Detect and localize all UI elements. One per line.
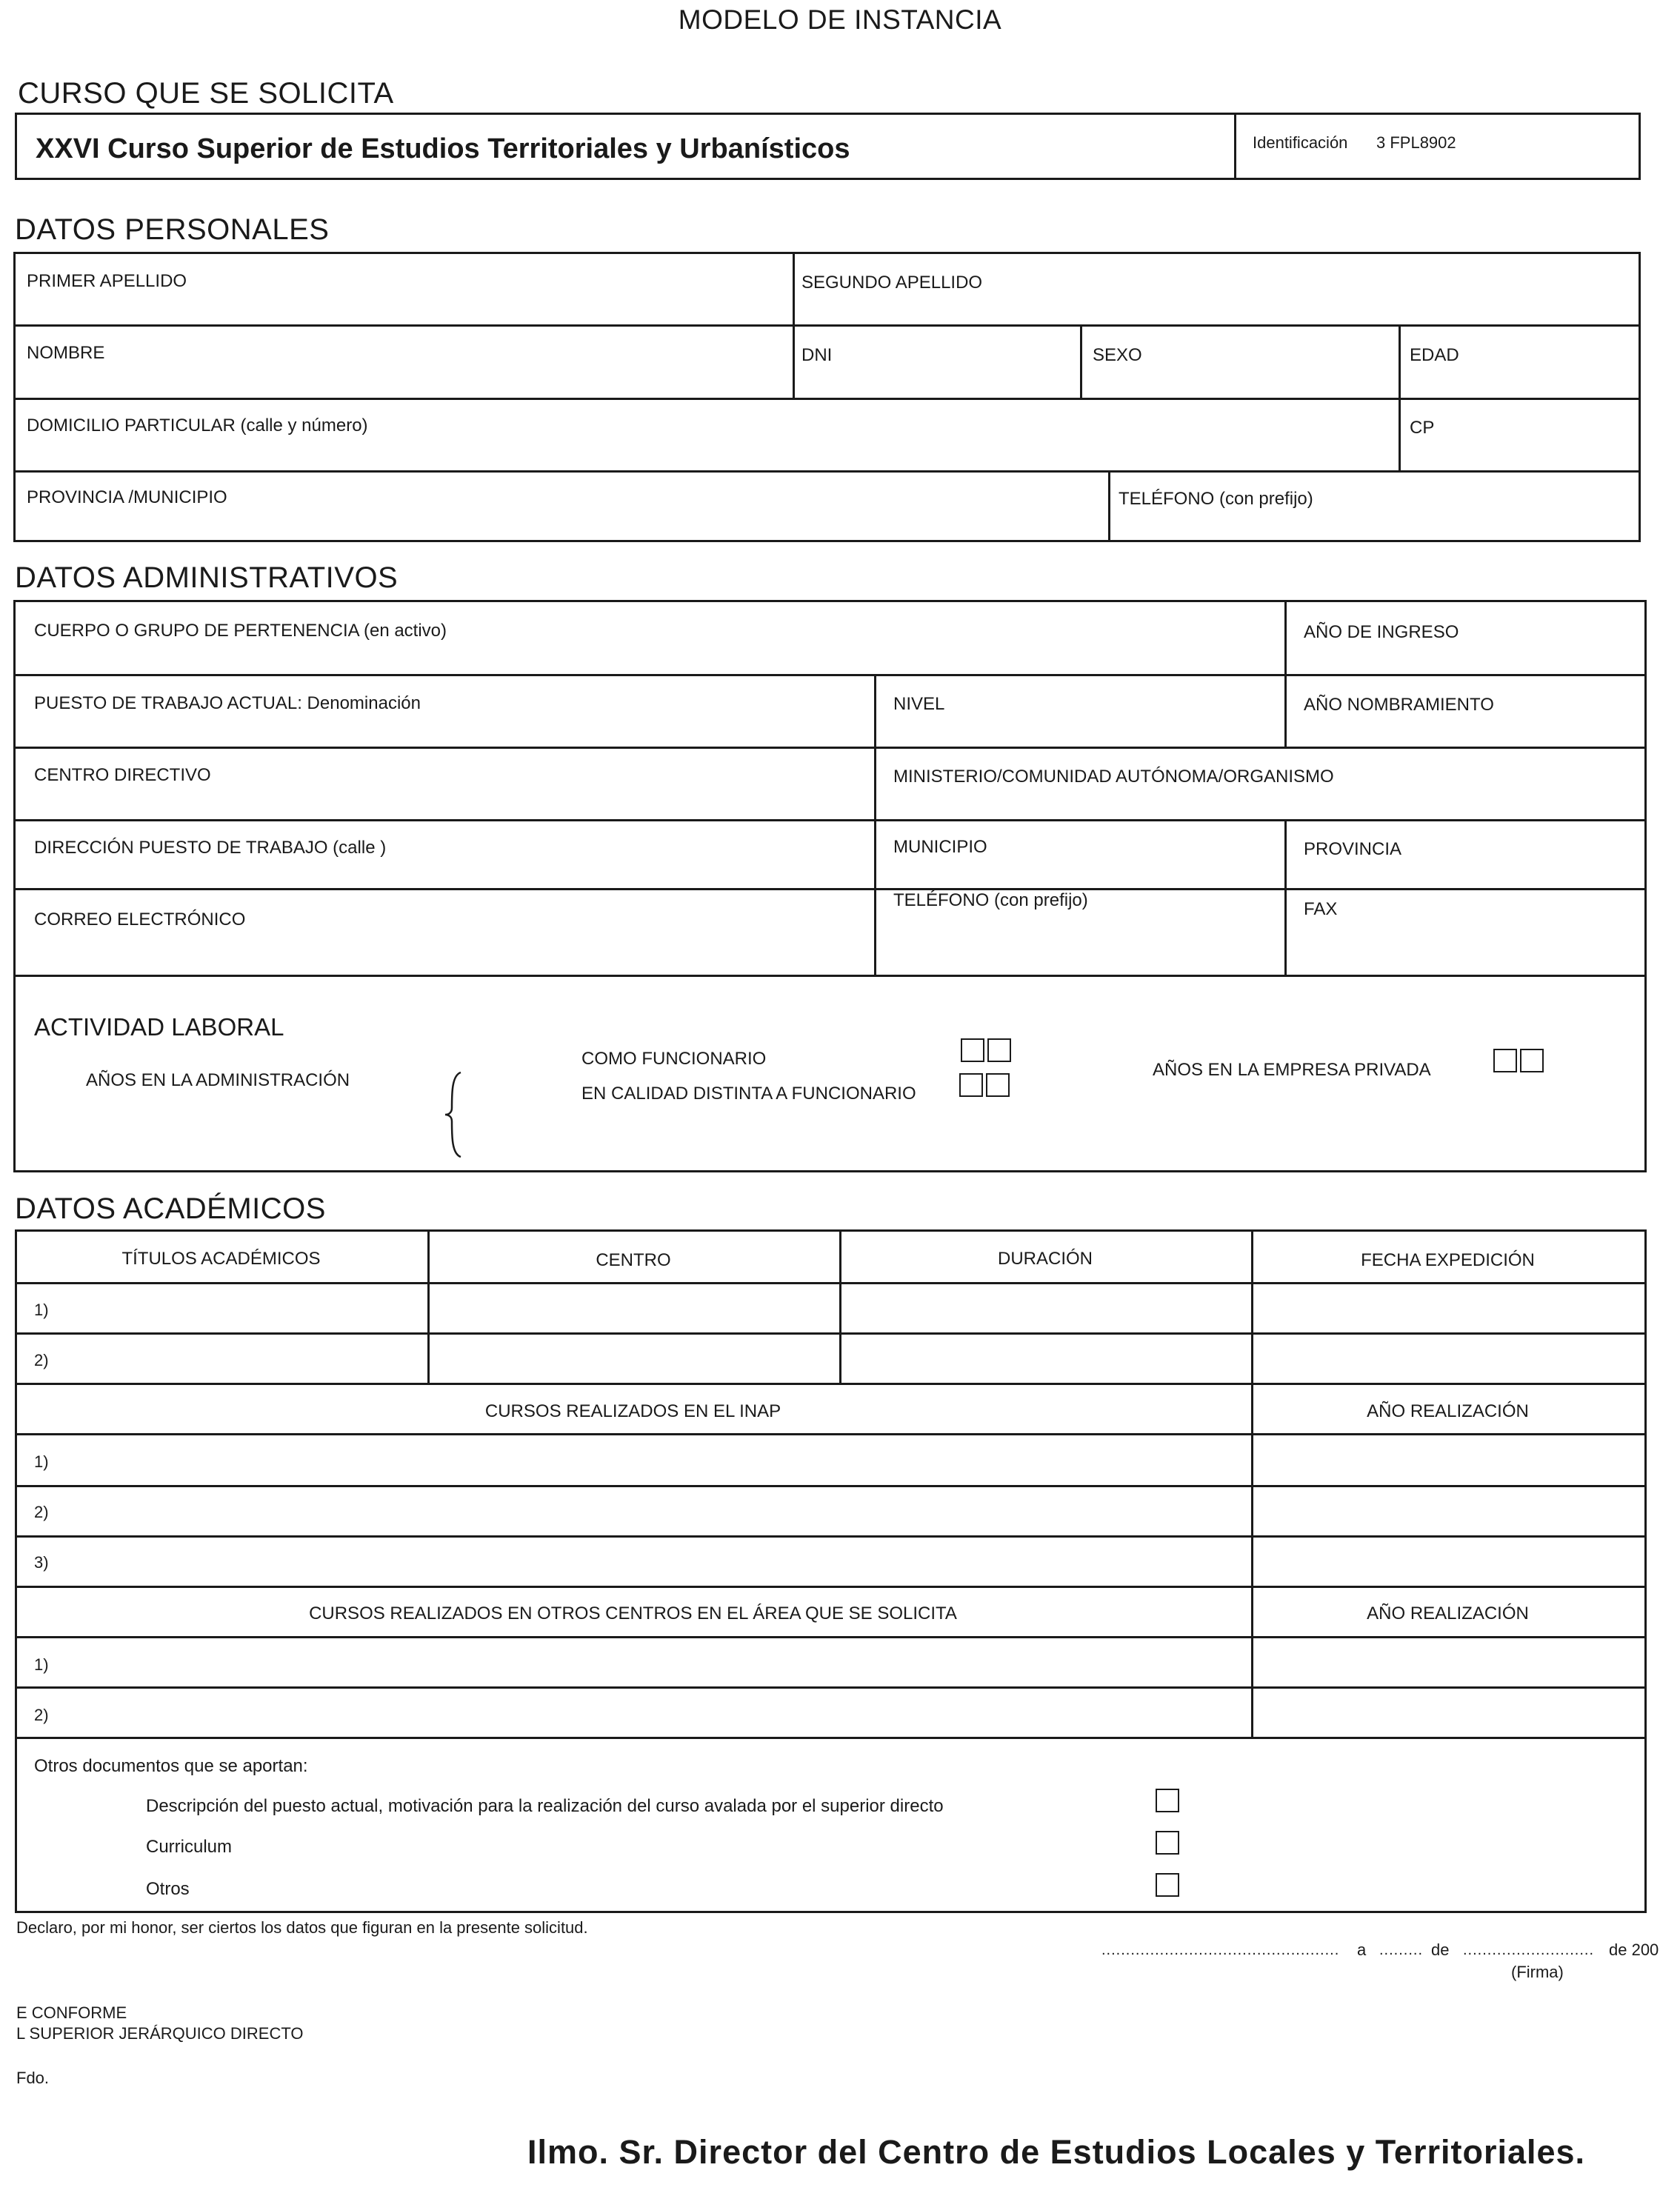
- empresa-years-digit-1[interactable]: [1493, 1049, 1517, 1072]
- col-divider: [874, 674, 876, 975]
- course-id-label: Identificación: [1253, 133, 1348, 152]
- header-duracion: DURACIÓN: [997, 1249, 1093, 1269]
- field-edad[interactable]: EDAD: [1410, 345, 1459, 365]
- divider: [1234, 115, 1236, 178]
- funcionario-years-digit-1[interactable]: [961, 1038, 984, 1062]
- course-name: XXVI Curso Superior de Estudios Territoriales y Urbanísticos: [36, 133, 850, 164]
- field-cp[interactable]: CP: [1410, 418, 1435, 438]
- field-municipio[interactable]: MUNICIPIO: [893, 837, 987, 857]
- row-divider: [17, 1332, 1644, 1335]
- header-titulos: TÍTULOS ACADÉMICOS: [121, 1249, 321, 1269]
- row-divider: [17, 1433, 1644, 1435]
- place-a: a: [1357, 1940, 1367, 1959]
- place-year: de 200: [1609, 1940, 1659, 1959]
- actividad-laboral-heading: ACTIVIDAD LABORAL: [34, 1013, 284, 1041]
- field-fax[interactable]: FAX: [1304, 899, 1338, 919]
- col-divider: [1251, 1232, 1253, 1737]
- inap-row-num: 2): [34, 1503, 49, 1521]
- row-divider: [16, 674, 1644, 676]
- doc-curriculum-checkbox[interactable]: [1156, 1831, 1179, 1855]
- declaracion-text: Declaro, por mi honor, ser ciertos los datos que figuran en la presente solicitud.: [16, 1918, 588, 1937]
- field-primer-apellido[interactable]: PRIMER APELLIDO: [27, 271, 187, 291]
- conforme-line-2: L SUPERIOR JERÁRQUICO DIRECTO: [16, 2024, 304, 2043]
- empresa-years-digit-2[interactable]: [1520, 1049, 1544, 1072]
- field-telefono-personal[interactable]: TELÉFONO (con prefijo): [1119, 489, 1313, 509]
- doc-descripcion-checkbox[interactable]: [1156, 1789, 1179, 1812]
- row-divider: [17, 1636, 1644, 1638]
- row-divider: [16, 398, 1639, 400]
- header-centro: CENTRO: [596, 1250, 671, 1270]
- empresa-privada-label: AÑOS EN LA EMPRESA PRIVADA: [1153, 1060, 1431, 1080]
- row-divider: [17, 1535, 1644, 1538]
- header-fecha: FECHA EXPEDICIÓN: [1361, 1250, 1535, 1270]
- course-id-value: 3 FPL8902: [1376, 133, 1456, 152]
- field-direccion[interactable]: DIRECCIÓN PUESTO DE TRABAJO (calle ): [34, 838, 387, 858]
- firma-label: (Firma): [1511, 1963, 1564, 1981]
- field-segundo-apellido[interactable]: SEGUNDO APELLIDO: [801, 273, 983, 293]
- no-funcionario-years-digit-2[interactable]: [986, 1073, 1010, 1097]
- field-nivel[interactable]: NIVEL: [893, 694, 945, 714]
- header-ano-realizacion: AÑO REALIZACIÓN: [1367, 1603, 1529, 1623]
- section-academic-heading: DATOS ACADÉMICOS: [15, 1192, 326, 1225]
- doc-otros-label: Otros: [146, 1879, 190, 1899]
- fdo-label: Fdo.: [16, 2069, 50, 2087]
- field-provincia-municipio[interactable]: PROVINCIA /MUNICIPIO: [27, 487, 227, 507]
- field-sexo[interactable]: SEXO: [1093, 345, 1142, 365]
- place-de: de: [1431, 1940, 1450, 1959]
- row-divider: [16, 888, 1644, 890]
- field-puesto[interactable]: PUESTO DE TRABAJO ACTUAL: Denominación: [34, 693, 421, 713]
- row-divider: [17, 1383, 1644, 1385]
- row-divider: [16, 747, 1644, 749]
- month-dots[interactable]: ...........................: [1463, 1942, 1595, 1958]
- funcionario-years-digit-2[interactable]: [987, 1038, 1011, 1062]
- place-dots[interactable]: .................................................: [1101, 1942, 1340, 1958]
- section-personal-heading: DATOS PERSONALES: [15, 213, 330, 246]
- row-divider: [17, 1282, 1644, 1284]
- brace-icon: [443, 1071, 465, 1158]
- header-otros-centros: CURSOS REALIZADOS EN OTROS CENTROS EN EL ÁREA QUE SE SOLICITA: [309, 1603, 957, 1623]
- inap-row-num: 1): [34, 1452, 49, 1471]
- doc-curriculum-label: Curriculum: [146, 1837, 233, 1857]
- field-cuerpo[interactable]: CUERPO O GRUPO DE PERTENENCIA (en activo): [34, 621, 447, 641]
- no-funcionario-years-digit-1[interactable]: [959, 1073, 983, 1097]
- titulo-row-num: 1): [34, 1301, 49, 1319]
- col-divider: [1108, 470, 1110, 542]
- col-divider: [793, 254, 795, 398]
- form-title: MODELO DE INSTANCIA: [678, 4, 1002, 35]
- header-inap: CURSOS REALIZADOS EN EL INAP: [484, 1401, 781, 1421]
- doc-otros-checkbox[interactable]: [1156, 1873, 1179, 1897]
- personal-table: [13, 252, 1641, 542]
- otros-row-num: 1): [34, 1655, 49, 1674]
- anos-administracion-label: AÑOS EN LA ADMINISTRACIÓN: [86, 1070, 350, 1090]
- section-admin-heading: DATOS ADMINISTRATIVOS: [15, 561, 399, 594]
- titulo-row-num: 2): [34, 1351, 49, 1369]
- row-divider: [16, 324, 1639, 327]
- field-nombre[interactable]: NOMBRE: [27, 343, 105, 363]
- addressee: Ilmo. Sr. Director del Centro de Estudios Locales y Territoriales.: [527, 2133, 1586, 2171]
- col-divider: [1284, 819, 1287, 975]
- row-divider: [17, 1485, 1644, 1487]
- col-divider: [1284, 602, 1287, 747]
- field-ano-nombramiento[interactable]: AÑO NOMBRAMIENTO: [1304, 695, 1494, 715]
- col-divider: [1399, 324, 1401, 470]
- field-centro-directivo[interactable]: CENTRO DIRECTIVO: [34, 765, 211, 785]
- row-divider: [16, 819, 1644, 821]
- como-funcionario-label: COMO FUNCIONARIO: [581, 1049, 767, 1069]
- docs-intro: Otros documentos que se aportan:: [34, 1756, 308, 1776]
- doc-descripcion-label: Descripción del puesto actual, motivación para la realización del curso avalada por el superior directo: [146, 1796, 944, 1816]
- day-dots[interactable]: .........: [1379, 1942, 1424, 1958]
- header-ano-realizacion: AÑO REALIZACIÓN: [1367, 1401, 1529, 1421]
- field-telefono-admin[interactable]: TELÉFONO (con prefijo): [893, 890, 1088, 910]
- row-divider: [16, 975, 1644, 977]
- section-course-heading: CURSO QUE SE SOLICITA: [18, 77, 394, 110]
- field-correo[interactable]: CORREO ELECTRÓNICO: [34, 910, 246, 930]
- inap-row-num: 3): [34, 1553, 49, 1572]
- field-ministerio[interactable]: MINISTERIO/COMUNIDAD AUTÓNOMA/ORGANISMO: [893, 767, 1334, 787]
- row-divider: [17, 1737, 1644, 1739]
- conforme-line-1: E CONFORME: [16, 2003, 127, 2022]
- col-divider: [1080, 324, 1082, 398]
- row-divider: [17, 1586, 1644, 1588]
- calidad-distinta-label: EN CALIDAD DISTINTA A FUNCIONARIO: [581, 1084, 916, 1104]
- otros-row-num: 2): [34, 1706, 49, 1724]
- row-divider: [17, 1686, 1644, 1689]
- field-ano-ingreso[interactable]: AÑO DE INGRESO: [1304, 622, 1459, 642]
- row-divider: [16, 470, 1639, 473]
- field-dni[interactable]: DNI: [801, 345, 833, 365]
- field-provincia-admin[interactable]: PROVINCIA: [1304, 839, 1402, 859]
- field-domicilio[interactable]: DOMICILIO PARTICULAR (calle y número): [27, 415, 368, 435]
